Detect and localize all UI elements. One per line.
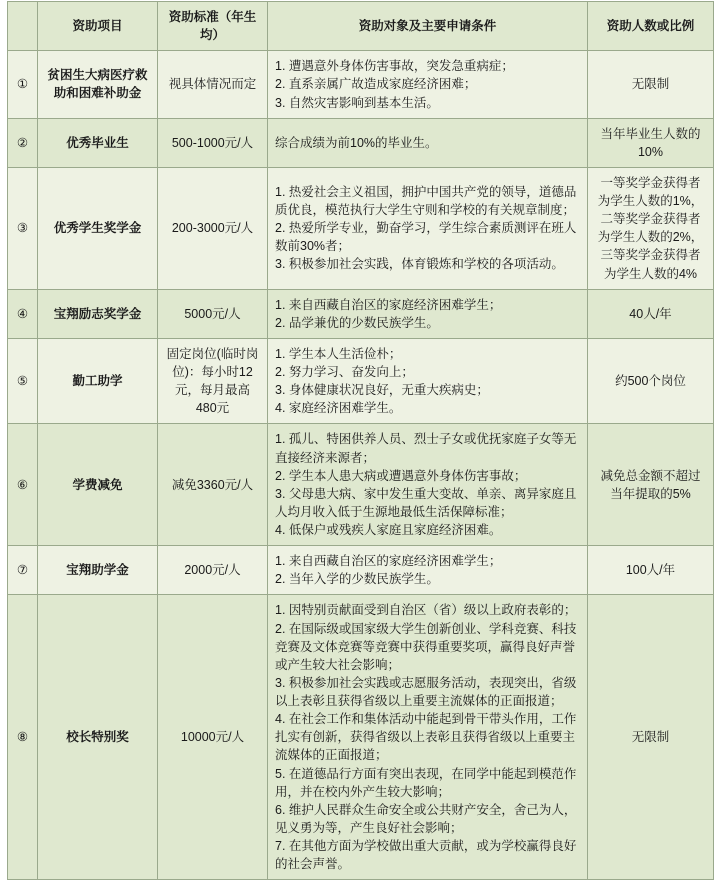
row-quota: 减免总金额不超过当年提取的5% bbox=[588, 424, 714, 546]
row-conditions bbox=[268, 546, 588, 595]
header-number: 资助人数或比例 bbox=[588, 2, 714, 51]
table-row bbox=[8, 595, 714, 880]
row-standard: 10000元/人 bbox=[158, 595, 268, 880]
condition-line: 4. 低保户或残疾人家庭且家庭经济困难。 bbox=[275, 523, 502, 537]
condition-line: 2. 当年入学的少数民族学生。 bbox=[275, 572, 439, 587]
condition-line: 7. 在其他方面为学校做出重大贡献，或为学校赢得良好的社会声誉。 bbox=[275, 839, 577, 872]
row-index: ② bbox=[8, 118, 38, 167]
condition-line: 综合成绩为前10%的毕业生。 bbox=[275, 135, 438, 150]
row-conditions bbox=[268, 118, 588, 167]
condition-line: 3. 身体健康状况良好，无重大疾病史； bbox=[275, 383, 489, 398]
condition-line: 3. 积极参加社会实践，体育锻炼和学校的各项活动。 bbox=[275, 257, 564, 272]
row-quota: 40人/年 bbox=[588, 289, 714, 338]
header-standard: 资助标准（年生均） bbox=[158, 2, 268, 51]
row-conditions bbox=[268, 167, 588, 289]
row-index: ⑧ bbox=[8, 595, 38, 880]
condition-line: 1. 遭遇意外身体伤害事故，突发急重病症； bbox=[275, 59, 514, 74]
row-quota: 约500个岗位 bbox=[588, 338, 714, 424]
row-index: ⑥ bbox=[8, 424, 38, 546]
row-standard: 5000元/人 bbox=[158, 289, 268, 338]
row-conditions bbox=[268, 338, 588, 424]
row-item-name: 校长特别奖 bbox=[38, 595, 158, 880]
row-item-name: 优秀毕业生 bbox=[38, 118, 158, 167]
condition-line: 1. 孤儿、特困供养人员、烈士子女或优抚家庭子女等无直接经济来源者； bbox=[275, 432, 577, 465]
row-index: ⑦ bbox=[8, 546, 38, 595]
table-header bbox=[8, 2, 714, 51]
table-body bbox=[8, 51, 714, 880]
condition-line: 2. 热爱所学专业，勤奋学习，学生综合素质测评在班人数前30%者； bbox=[275, 221, 577, 254]
condition-line: 6. 维护人民群众生命安全或公共财产安全，舍己为人，见义勇为等，产生良好社会影响； bbox=[275, 802, 577, 835]
row-index: ④ bbox=[8, 289, 38, 338]
row-standard: 固定岗位(临时岗位)：每小时12元，每月最高480元 bbox=[158, 338, 268, 424]
condition-line: 4. 在社会工作和集体活动中能起到骨干带头作用，工作扎实有创新，获得省级以上表彰且获得省级以上重要主流媒体的正面报道； bbox=[275, 712, 577, 763]
condition-line: 1. 来自西藏自治区的家庭经济困难学生； bbox=[275, 297, 502, 312]
row-index: ⑤ bbox=[8, 338, 38, 424]
row-quota: 无限制 bbox=[588, 51, 714, 118]
table-row bbox=[8, 546, 714, 595]
header-item: 资助项目 bbox=[38, 2, 158, 51]
condition-line: 1. 热爱社会主义祖国，拥护中国共产党的领导，道德品质优良，模范执行大学生守则和学校的有关规章制度； bbox=[275, 184, 577, 218]
condition-line: 2. 学生本人患大病或遭遇意外身体伤害事故； bbox=[275, 468, 527, 483]
row-item-name: 学费减免 bbox=[38, 424, 158, 546]
condition-line: 3. 自然灾害影响到基本生活。 bbox=[275, 95, 439, 110]
aid-policy-sheet bbox=[0, 1, 720, 880]
row-standard: 视具体情况而定 bbox=[158, 51, 268, 118]
row-standard: 200-3000元/人 bbox=[158, 167, 268, 289]
row-quota: 无限制 bbox=[588, 595, 714, 880]
row-item-name: 勤工助学 bbox=[38, 338, 158, 424]
condition-line: 2. 努力学习、奋发向上； bbox=[275, 365, 414, 379]
table-row bbox=[8, 118, 714, 167]
condition-line: 5. 在道德品行方面有突出表现，在同学中能起到模范作用，并在校内外产生较大影响； bbox=[275, 766, 577, 799]
table-row bbox=[8, 167, 714, 289]
row-quota: 100人/年 bbox=[588, 546, 714, 595]
header-object: 资助对象及主要申请条件 bbox=[268, 2, 588, 51]
row-quota: 当年毕业生人数的10% bbox=[588, 118, 714, 167]
condition-line: 1. 学生本人生活俭朴； bbox=[275, 346, 402, 361]
table-row bbox=[8, 51, 714, 118]
table-row bbox=[8, 424, 714, 546]
row-item-name: 优秀学生奖学金 bbox=[38, 167, 158, 289]
condition-line: 1. 来自西藏自治区的家庭经济困难学生； bbox=[275, 554, 502, 569]
condition-line: 1. 因特别贡献面受到自治区（省）级以上政府表彰的； bbox=[275, 603, 577, 618]
row-conditions bbox=[268, 51, 588, 118]
table-row bbox=[8, 338, 714, 424]
row-index: ① bbox=[8, 51, 38, 118]
row-item-name: 宝翔励志奖学金 bbox=[38, 289, 158, 338]
table-row bbox=[8, 289, 714, 338]
condition-line: 2. 在国际级或国家级大学生创新创业、学科竞赛、科技竞赛及文体竞赛等竞赛中获得重要奖项，赢得良好声誉或产生较大社会影响； bbox=[275, 621, 577, 672]
condition-line: 3. 积极参加社会实践或志愿服务活动，表现突出，省级以上表彰且获得省级以上重要主流媒体的正面报道； bbox=[275, 675, 577, 708]
header-index bbox=[8, 2, 38, 51]
condition-line: 2. 直系亲属广故造成家庭经济困难； bbox=[275, 77, 477, 92]
row-conditions bbox=[268, 289, 588, 338]
condition-line: 4. 家庭经济困难学生。 bbox=[275, 401, 402, 416]
condition-line: 2. 品学兼优的少数民族学生。 bbox=[275, 315, 439, 330]
row-standard: 500-1000元/人 bbox=[158, 118, 268, 167]
financial-aid-table bbox=[7, 1, 714, 880]
row-standard: 2000元/人 bbox=[158, 546, 268, 595]
condition-line: 3. 父母患大病、家中发生重大变故、单亲、离异家庭且人均月收入低于生源地最低生活保障标准； bbox=[275, 486, 577, 519]
row-index: ③ bbox=[8, 167, 38, 289]
row-conditions bbox=[268, 424, 588, 546]
row-item-name: 宝翔助学金 bbox=[38, 546, 158, 595]
row-standard: 减免3360元/人 bbox=[158, 424, 268, 546]
row-conditions bbox=[268, 595, 588, 880]
row-quota: 一等奖学金获得者为学生人数的1%，二等奖学金获得者为学生人数的2%，三等奖学金获得者为学生人数的4% bbox=[588, 167, 714, 289]
table-header-row bbox=[8, 2, 714, 51]
row-item-name: 贫困生大病医疗救助和困难补助金 bbox=[38, 51, 158, 118]
